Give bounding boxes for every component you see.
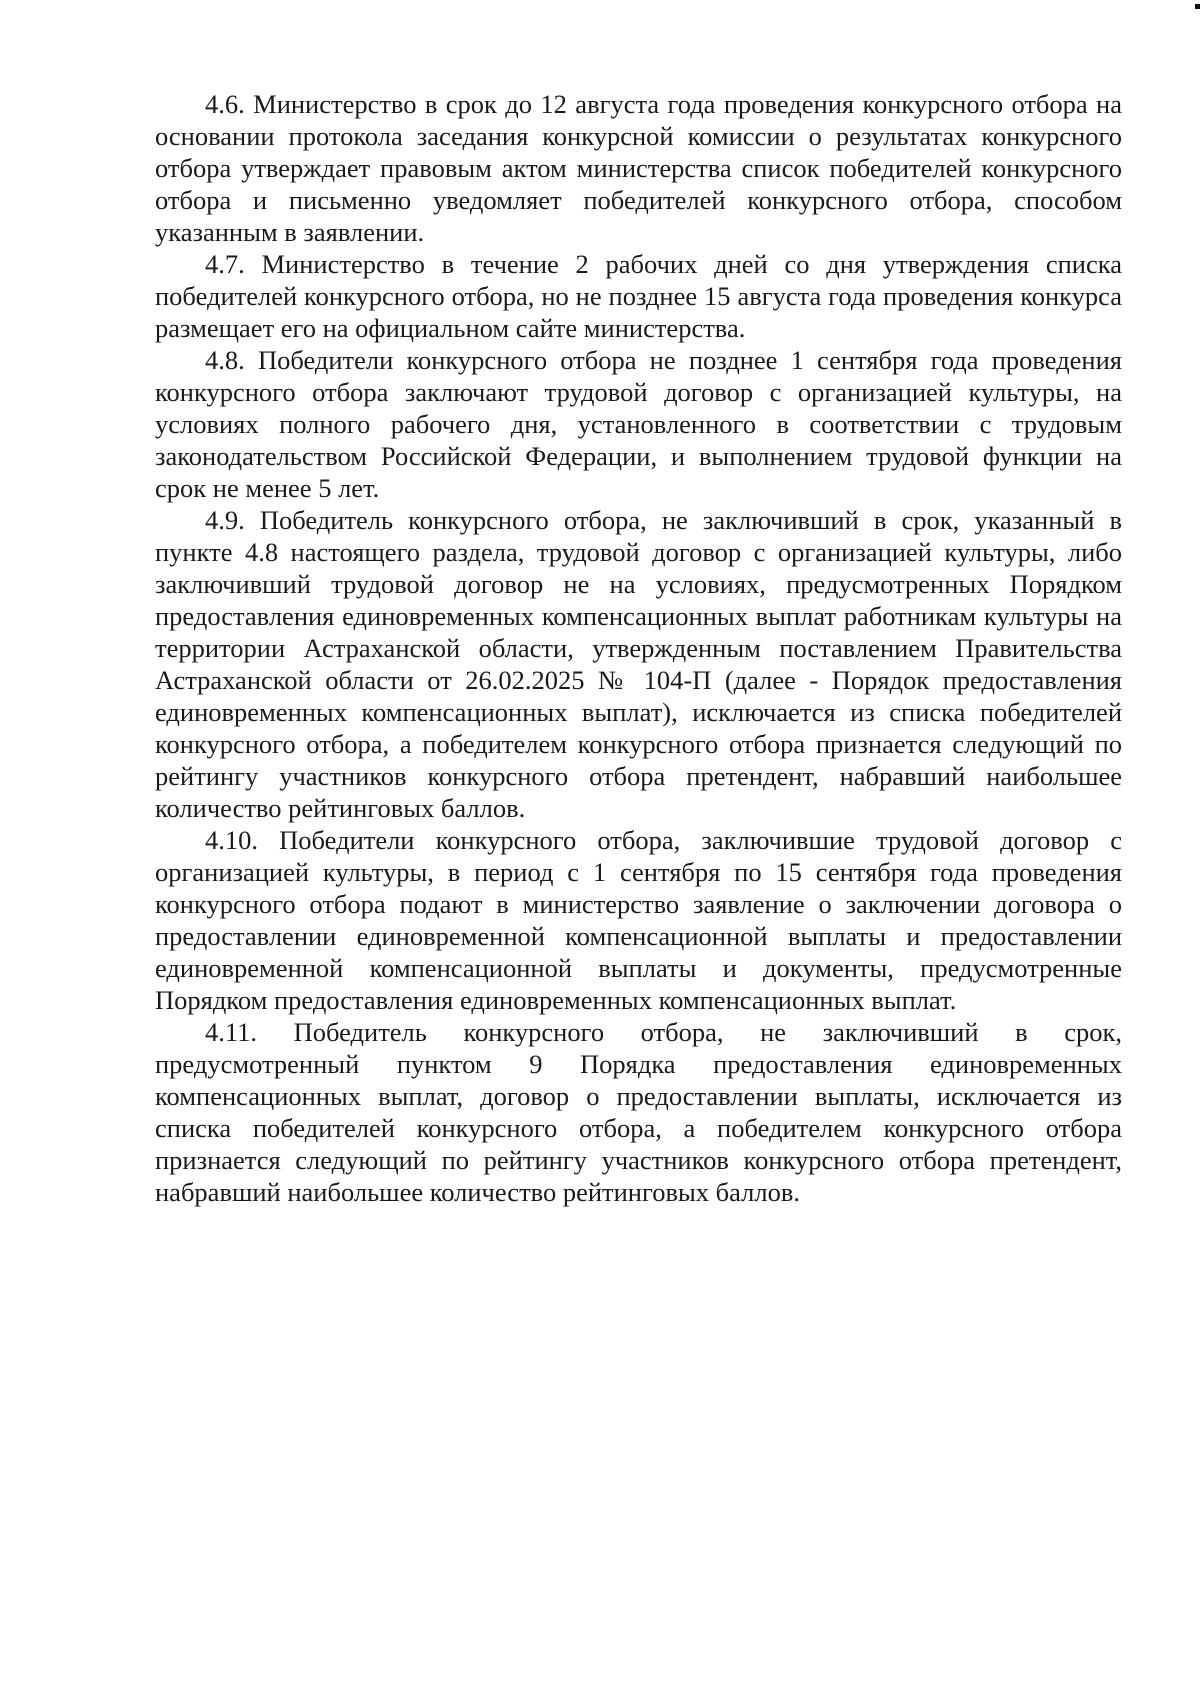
paragraph-4-7: 4.7. Министерство в течение 2 рабочих дней со дня утверждения списка победителей конкурсного отбора, но не позднее 15 августа года проведения конкурса размещает его на официальном сайте министерства. (155, 249, 1122, 343)
paragraph-4-11: 4.11. Победитель конкурсного отбора, не заключивший в срок, предусмотренный пунктом 9 Порядка предоставления единовременных компенсационных выплат, договор о предоставлении выплаты, исключается из списка победителей конкурсного отбора, а победителем конкурсного отбора признается следующий по рейтингу участников конкурсного отбора претендент, набравший наибольшее количество рейтинговых баллов. (155, 1017, 1122, 1207)
paragraph-4-8: 4.8. Победители конкурсного отбора не позднее 1 сентября года проведения конкурсного отбора заключают трудовой договор с организацией культуры, на условиях полного рабочего дня, установленного в соответствии с трудовым законодательством Российской Федерации, и выполнением трудовой функции на срок не менее 5 лет. (155, 345, 1122, 503)
paragraph-4-9: 4.9. Победитель конкурсного отбора, не заключивший в срок, указанный в пункте 4.8 настоящего раздела, трудовой договор с организацией культуры, либо заключивший трудовой договор не на условиях, предусмотренных Порядком предоставления единовременных компенсационных выплат работникам культуры на территории Астраханской области, утвержденным поставлением Правительства Астраханской области от 26.02.2025 № 104-П (далее - Порядок предоставления единовременных компенсационных выплат), исключается из списка победителей конкурсного отбора, а победителем конкурсного отбора признается следующий по рейтингу участников конкурсного отбора претендент, набравший наибольшее количество рейтинговых баллов. (155, 505, 1122, 823)
paragraph-4-6: 4.6. Министерство в срок до 12 августа года проведения конкурсного отбора на основании протокола заседания конкурсной комиссии о результатах конкурсного отбора утверждает правовым актом министерства список победителей конкурсного отбора и письменно уведомляет победителей конкурсного отбора, способом указанным в заявлении. (155, 89, 1122, 247)
document-body (155, 88, 1122, 1208)
scan-corner-mark (1195, 4, 1200, 9)
paragraph-4-10: 4.10. Победители конкурсного отбора, заключившие трудовой договор с организацией культуры, в период с 1 сентября по 15 сентября года проведения конкурсного отбора подают в министерство заявление о заключении договора о предоставлении единовременной компенсационной выплаты и предоставлении единовременной компенсационной выплаты и документы, предусмотренные Порядком предоставления единовременных компенсационных выплат. (155, 825, 1122, 1015)
